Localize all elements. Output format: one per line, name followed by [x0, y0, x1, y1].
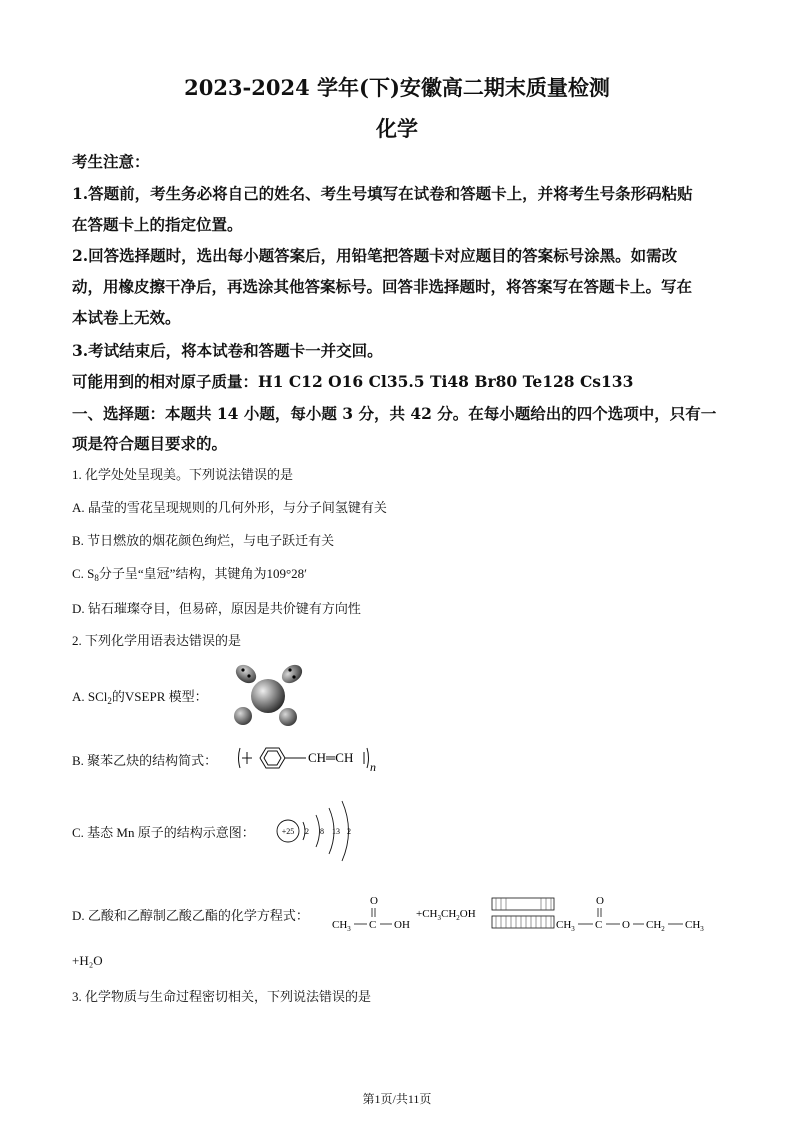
svg-text:CH2: $CH_2$ [646, 919, 665, 933]
svg-text:C: C [595, 919, 603, 931]
q1-option-c-formula: S [87, 566, 95, 581]
q2-option-a [72, 686, 208, 706]
subject-title: 化学 [376, 116, 418, 141]
bond-pair-ball-right [279, 708, 297, 726]
notice-line-3: 2.回答选择题时，选出每小题答案后，用铅笔把答题卡对应题目的答案标号涂黑。如需改 [72, 246, 678, 265]
mn-atomic-structure-diagram [272, 795, 362, 867]
chain-text: CH═CH [308, 750, 354, 765]
svg-text:CH3: $CH_3$ [556, 919, 575, 933]
q1-option-c-prefix: C. [72, 566, 88, 581]
q2-stem: 2. 下列化学用语表达错误的是 [72, 633, 242, 648]
q1-option-c-text: 分子呈“皇冠”结构，其键角为109°28′ [98, 566, 307, 581]
notice-heading: 考生注意： [72, 152, 150, 171]
q1-option-d: D. 钻石璀璨夺目，但易碎，原因是共价键有方向性 [72, 601, 361, 616]
q1-option-c-subscript: 8 [94, 573, 99, 583]
q2-option-c: C. 基态 Mn 原子的结构示意图： [72, 825, 255, 840]
q2-option-a-text: 的VSEPR 模型： [111, 689, 208, 704]
svg-text:CH3: $CH_3$ [332, 919, 351, 933]
esterification-equation [330, 890, 720, 940]
lone-pair-lobe-left [232, 661, 259, 687]
notice-line-4: 动，用橡皮擦干净后，再选涂其他答案标号。回答非选择题时，将答案写在答题卡上。写在 [72, 277, 693, 296]
q2-option-a-formula: SCl [87, 689, 108, 704]
lone-pair-lobe-right [278, 661, 305, 687]
shell-1-count: 2 [305, 827, 309, 836]
svg-text:O: O [370, 895, 378, 907]
bond-pair-ball-left [234, 707, 252, 725]
shell-3-count: 13 [332, 827, 340, 836]
q2-option-a-subscript: 2 [107, 696, 112, 706]
nucleus-charge: +25 [281, 827, 295, 836]
q1-option-c [72, 563, 307, 583]
page-footer: 第1页/共11页 [362, 1092, 432, 1106]
section-1-line-1: 一、选择题：本题共 14 小题，每小题 3 分，共 42 分。在每小题给出的四个选项中，只有一 [72, 404, 717, 423]
notice-line-6: 3.考试结束后，将本试卷和答题卡一并交回。 [72, 341, 383, 360]
q2-option-d-water: +H₂O [72, 953, 103, 968]
central-atom [251, 679, 285, 713]
atomic-masses: 可能用到的相对原子质量：H1 C12 O16 Cl35.5 Ti48 Br80 Te128 Cs133 [72, 372, 634, 391]
q1-stem: 1. 化学处处呈现美。下列说法错误的是 [72, 467, 294, 482]
svg-text:O: O [622, 919, 630, 931]
notice-line-1: 1.答题前，考生务必将自己的姓名、考生号填写在试卷和答题卡上，并将考生号条形码粘贴 [72, 184, 693, 203]
polyphenylacetylene-structure [236, 738, 386, 774]
q3-stem: 3. 化学物质与生命过程密切相关，下列说法错误的是 [72, 989, 372, 1004]
shell-2-count: 8 [320, 827, 324, 836]
notice-line-2: 在答题卡上的指定位置。 [72, 215, 243, 234]
q2-option-d: D. 乙酸和乙醇制乙酸乙酯的化学方程式： [72, 908, 309, 923]
svg-text:+CH3CH2OH: $+CH_3CH_2OH$ [416, 908, 476, 922]
q2-option-b: B. 聚苯乙炔的结构简式： [72, 753, 218, 768]
q1-option-b: B. 节日燃放的烟花颜色绚烂，与电子跃迁有关 [72, 533, 335, 548]
repeat-n: n [370, 760, 376, 774]
vsepr-model-figure [226, 660, 316, 732]
svg-text:CH3: $CH_3$ [685, 919, 704, 933]
q2-option-a-prefix: A. [72, 689, 88, 704]
q1-option-a: A. 晶莹的雪花呈现规则的几何外形，与分子间氢键有关 [72, 500, 387, 515]
svg-text:C: C [369, 919, 377, 931]
exam-title: 2023-2024 学年(下)安徽高二期末质量检测 [184, 75, 610, 100]
svg-text:O: O [596, 895, 604, 907]
shell-4-count: 2 [347, 827, 351, 836]
svg-text:OH: OH [394, 919, 410, 931]
section-1-line-2: 项是符合题目要求的。 [72, 434, 228, 453]
notice-line-5: 本试卷上无效。 [72, 308, 181, 327]
